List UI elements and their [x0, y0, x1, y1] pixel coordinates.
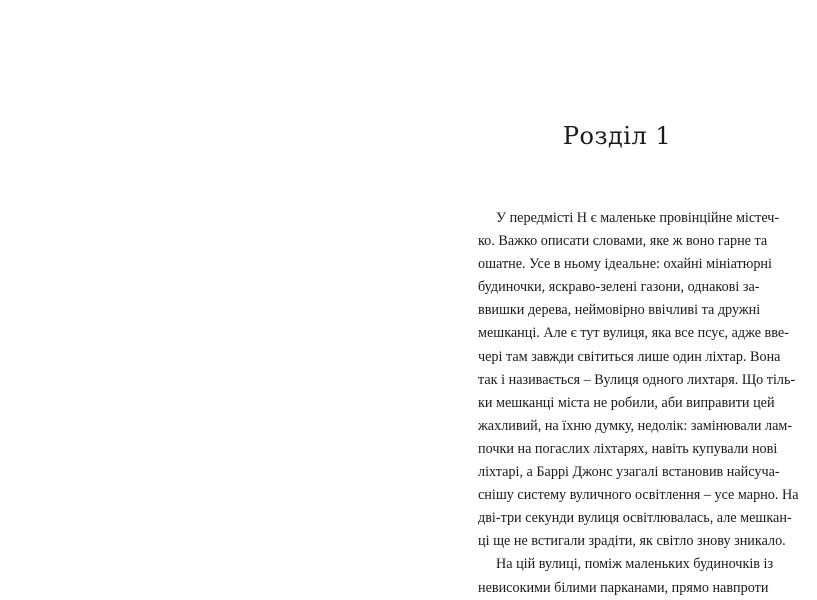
text-line: дві-три секунди вулиця освітлювалась, але мешкан-	[478, 510, 792, 527]
text-line: чері там завжди світиться лише один ліхтар. Вона	[478, 348, 781, 365]
text-line: так і називається – Вулиця одного лихтаря. Що тіль-	[478, 371, 796, 388]
text-line: ліхтарі, а Баррі Джонс узагалі встановив найсуча-	[478, 464, 780, 481]
left-page	[0, 0, 408, 600]
text-line: жахливий, на їхню думку, недолік: замінювали лам-	[478, 417, 793, 434]
text-line: У передмісті Н є маленьке провінційне містеч-	[496, 210, 780, 226]
text-line: ввишки дерева, неймовірно ввічливі та дружні	[478, 302, 761, 319]
text-line: снішу систему вуличного освітлення – усе марно. На	[478, 487, 799, 504]
text-line: ошатне. Усе в ньому ідеальне: охайні мініатюрні	[478, 256, 772, 273]
text-line: На цій вулиці, поміж маленьких будиночків із	[496, 556, 774, 573]
text-line: ці ще не встигали зрадіти, як світло знову зникало.	[478, 533, 786, 550]
text-line: будиночки, яскраво-зелені газони, однакові за-	[478, 279, 760, 296]
text-line: ко. Важко описати словами, яке ж воно гарне та	[478, 233, 768, 250]
text-line: ки мешканці міста не робили, аби виправити цей	[478, 394, 775, 411]
text-line: невисокими білими парканами, прямо навпроти	[478, 579, 769, 596]
body-text	[478, 207, 799, 600]
text-line: почки на погаслих ліхтарях, навіть купували нові	[478, 440, 778, 457]
chapter-title: Розділ 1	[562, 122, 672, 150]
text-line: мешканці. Але є тут вулиця, яка все псує, адже вве-	[478, 325, 789, 342]
